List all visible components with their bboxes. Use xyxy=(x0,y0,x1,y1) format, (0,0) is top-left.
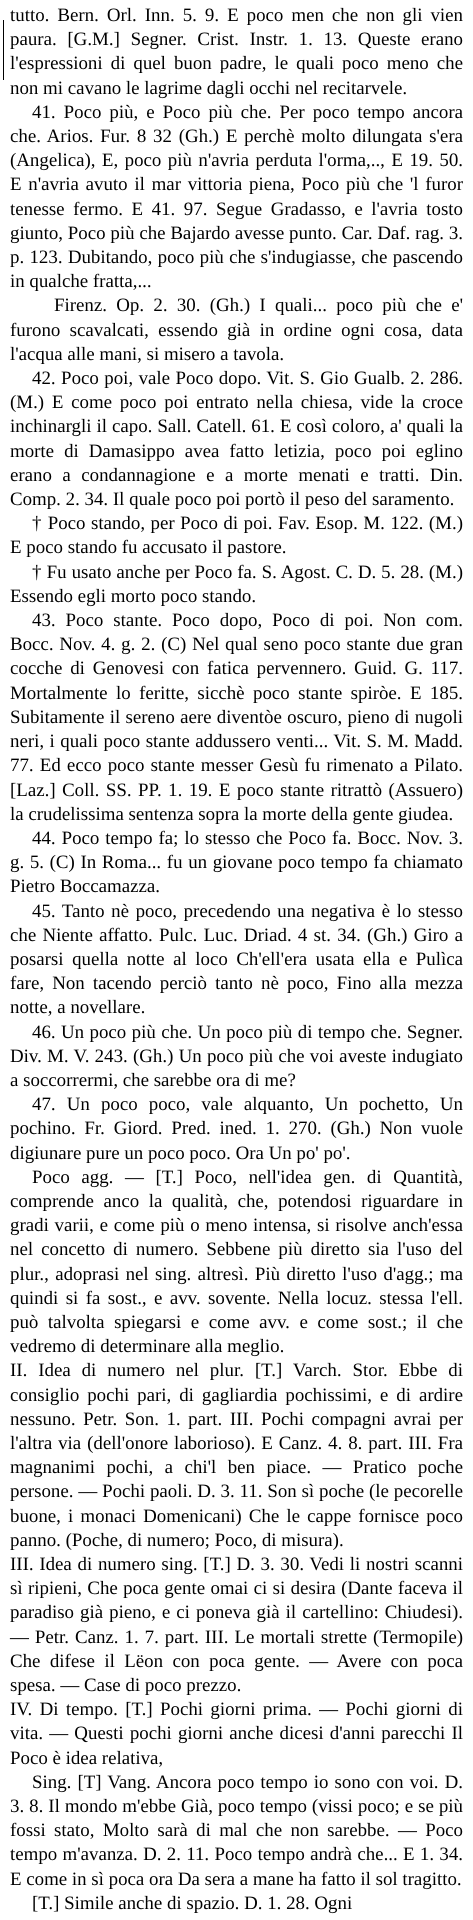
paragraph-1: 41. Poco più, e Poco più che. Per poco tempo ancora che. Arios. Fur. 8 32 (Gh.) E perchè molto dilungata s'era (Angelica), E, poco più n'avria perduta l'orma,.., E 19. 50. E n'avria avuto il mar vittoria piena, Poco più che 'l furor tenesse fermo. E 41. 97. Segue Gradasso, e l'avria tosto giunto, Poco più che Bajardo avesse punto. Car. Daf. rag. 3. p. 123. Dubitando, poco più che s'indugiasse, che pascendo in qualche fratta,... xyxy=(10,101,463,293)
paragraph-2: Firenz. Op. 2. 30. (Gh.) I quali... poco più che e' furono scavalcati, essendo già in ordine ogni cosa, data l'acqua alle mani, si misero a tavola. xyxy=(10,295,463,365)
paragraph-8: 45. Tanto nè poco, precedendo una negativa è lo stesso che Niente affatto. Pulc. Luc. Driad. 4 st. 34. (Gh.) Giro a posarsi quella notte al loco Ch'ell'era usata ella e Pulìca fare, Non tacendo perciò tanto nè poco, Fino alla mezza notte, a novellare. xyxy=(10,900,463,1019)
paragraph-3: 42. Poco poi, vale Poco dopo. Vit. S. Gio Gualb. 2. 286. (M.) E come poco poi entrato nella chiesa, vide la croce inchinargli il capo. Sall. Catell. 61. E così coloro, a' quali la morte di Damasippo avea fatto letizia, poco poi eglino erano a condannagione e a morte menati e tratti. Din. Comp. 2. 34. Il quale poco poi portò il peso del saramento. xyxy=(10,368,463,511)
paragraph-13: III. Idea di numero sing. [T.] D. 3. 30. Vedi li nostri scanni sì ripieni, Che poca gente omai ci si desira (Dante faceva il paradiso già pieno, e ci poneva già il cartellino: Chiudesi). — Petr. Canz. 1. 7. part. III. Le mortali strette (Termopile) Che difese il Lëon con poca gente. — Avere con poca spesa. — Case di poco prezzo. xyxy=(10,1554,463,1697)
paragraph-7: 44. Poco tempo fa; lo stesso che Poco fa. Bocc. Nov. 3. g. 5. (C) In Roma... fu un giovane poco tempo fa chiamato Pietro Boccamazza. xyxy=(10,827,463,898)
paragraph-6: 43. Poco stante. Poco dopo, Poco di poi. Non com. Bocc. Nov. 4. g. 2. (C) Nel qual seno poco stante due gran cocche di Genovesi con fatica pervennero. Guid. G. 117. Mortalmente lo feritte, sicchè poco stante spiròe. E 185. Subitamente il sereno aere diventòe oscuro, pieno di nugoli neri, i quali poco stante addussero venti... Vit. S. M. Madd. 77. Ed ecco poco stante messer Gesù fu rimenato a Pilato. [Laz.] Coll. SS. PP. 1. 19. E poco stante ritrattò (Assuero) la crudelissima sentenza sopra la morte della gente giudea. xyxy=(10,610,463,825)
paragraph-10: 47. Un poco poco, vale alquanto, Un pochetto, Un pochino. Fr. Giord. Pred. ined. 1. 270. (Gh.) Non vuole digiunare pure un poco poco. Ora Un po' po'. xyxy=(10,1094,463,1164)
paragraph-9: 46. Un poco più che. Un poco più di tempo che. Segner. Div. M. V. 243. (Gh.) Un poco più che voi aveste indugiato a soccorrermi, che sarebbe ora di me? xyxy=(10,1021,463,1091)
margin-rule xyxy=(3,20,4,80)
paragraph-11: Poco agg. — [T.] Poco, nell'idea gen. di Quantità, comprende anco la qualità, che, potendosi riguardare in gradi varii, e come più o meno intensa, si risolve anch'essa nel concetto di numero. Sebbene più diretto sia l'uso del plur., adoprasi nel sing. altresì. Più diretto l'uso d'agg.; ma quindi si fa sost., e avv. sovente. Nella locuz. stessa l'ell. può talvolta spiegarsi e come avv. e come sost.; il che vedremo di determinare alla meglio. xyxy=(10,1166,463,1358)
paragraph-14: IV. Di tempo. [T.] Pochi giorni prima. — Pochi giorni di vita. — Questi pochi giorni anche dicesi d'anni parecchi Il Poco è idea relativa, xyxy=(10,1699,463,1769)
paragraph-16: [T.] Simile anche di spazio. D. 1. 28. Ogni xyxy=(32,1892,353,1914)
paragraph-12: II. Idea di numero nel plur. [T.] Varch. Stor. Ebbe di consiglio pochi pari, di gagliardia pochissimi, e di ardire nessuno. Petr. Son. 1. part. III. Pochi compagni avrai per l'altra via (dell'onore laborioso). E Canz. 4. 8. part. III. Fra magnanimi pochi, a chi'l ben piace. — Pratico poche persone. — Pochi paoli. D. 3. 11. Son sì poche (le pecorelle buone, i monaci Domenicani) Che le cappe fornisce poco panno. (Poche, di numero; Poco, di misura). xyxy=(10,1360,463,1551)
entry-text-column xyxy=(10,4,463,1916)
paragraph-15: Sing. [T] Vang. Ancora poco tempo io sono con voi. D. 3. 8. Il mondo m'ebbe Già, poco tempo (vissi poco; e se più fossi stato, Molto sarà di mal che non sarebbe. — Poco tempo m'avanza. D. 2. 11. Poco tempo andrà che... E 1. 34. E come in sì poca ora Da sera a mane ha fatto il sol tragitto. xyxy=(10,1771,463,1890)
paragraph-0: tutto. Bern. Orl. Inn. 5. 9. E poco men che non gli vien paura. [G.M.] Segner. Crist. Instr. 1. 13. Queste erano l'espressioni di quel buon padre, le quali poco meno che non mi cavano le lagrime dagli occhi nel recitarvele. xyxy=(10,5,463,99)
paragraph-4: † Poco stando, per Poco di poi. Fav. Esop. M. 122. (M.) E poco stando fu accusato il pastore. xyxy=(10,513,463,559)
paragraph-5: † Fu usato anche per Poco fa. S. Agost. C. D. 5. 28. (M.) Essendo egli morto poco stando. xyxy=(10,561,463,607)
